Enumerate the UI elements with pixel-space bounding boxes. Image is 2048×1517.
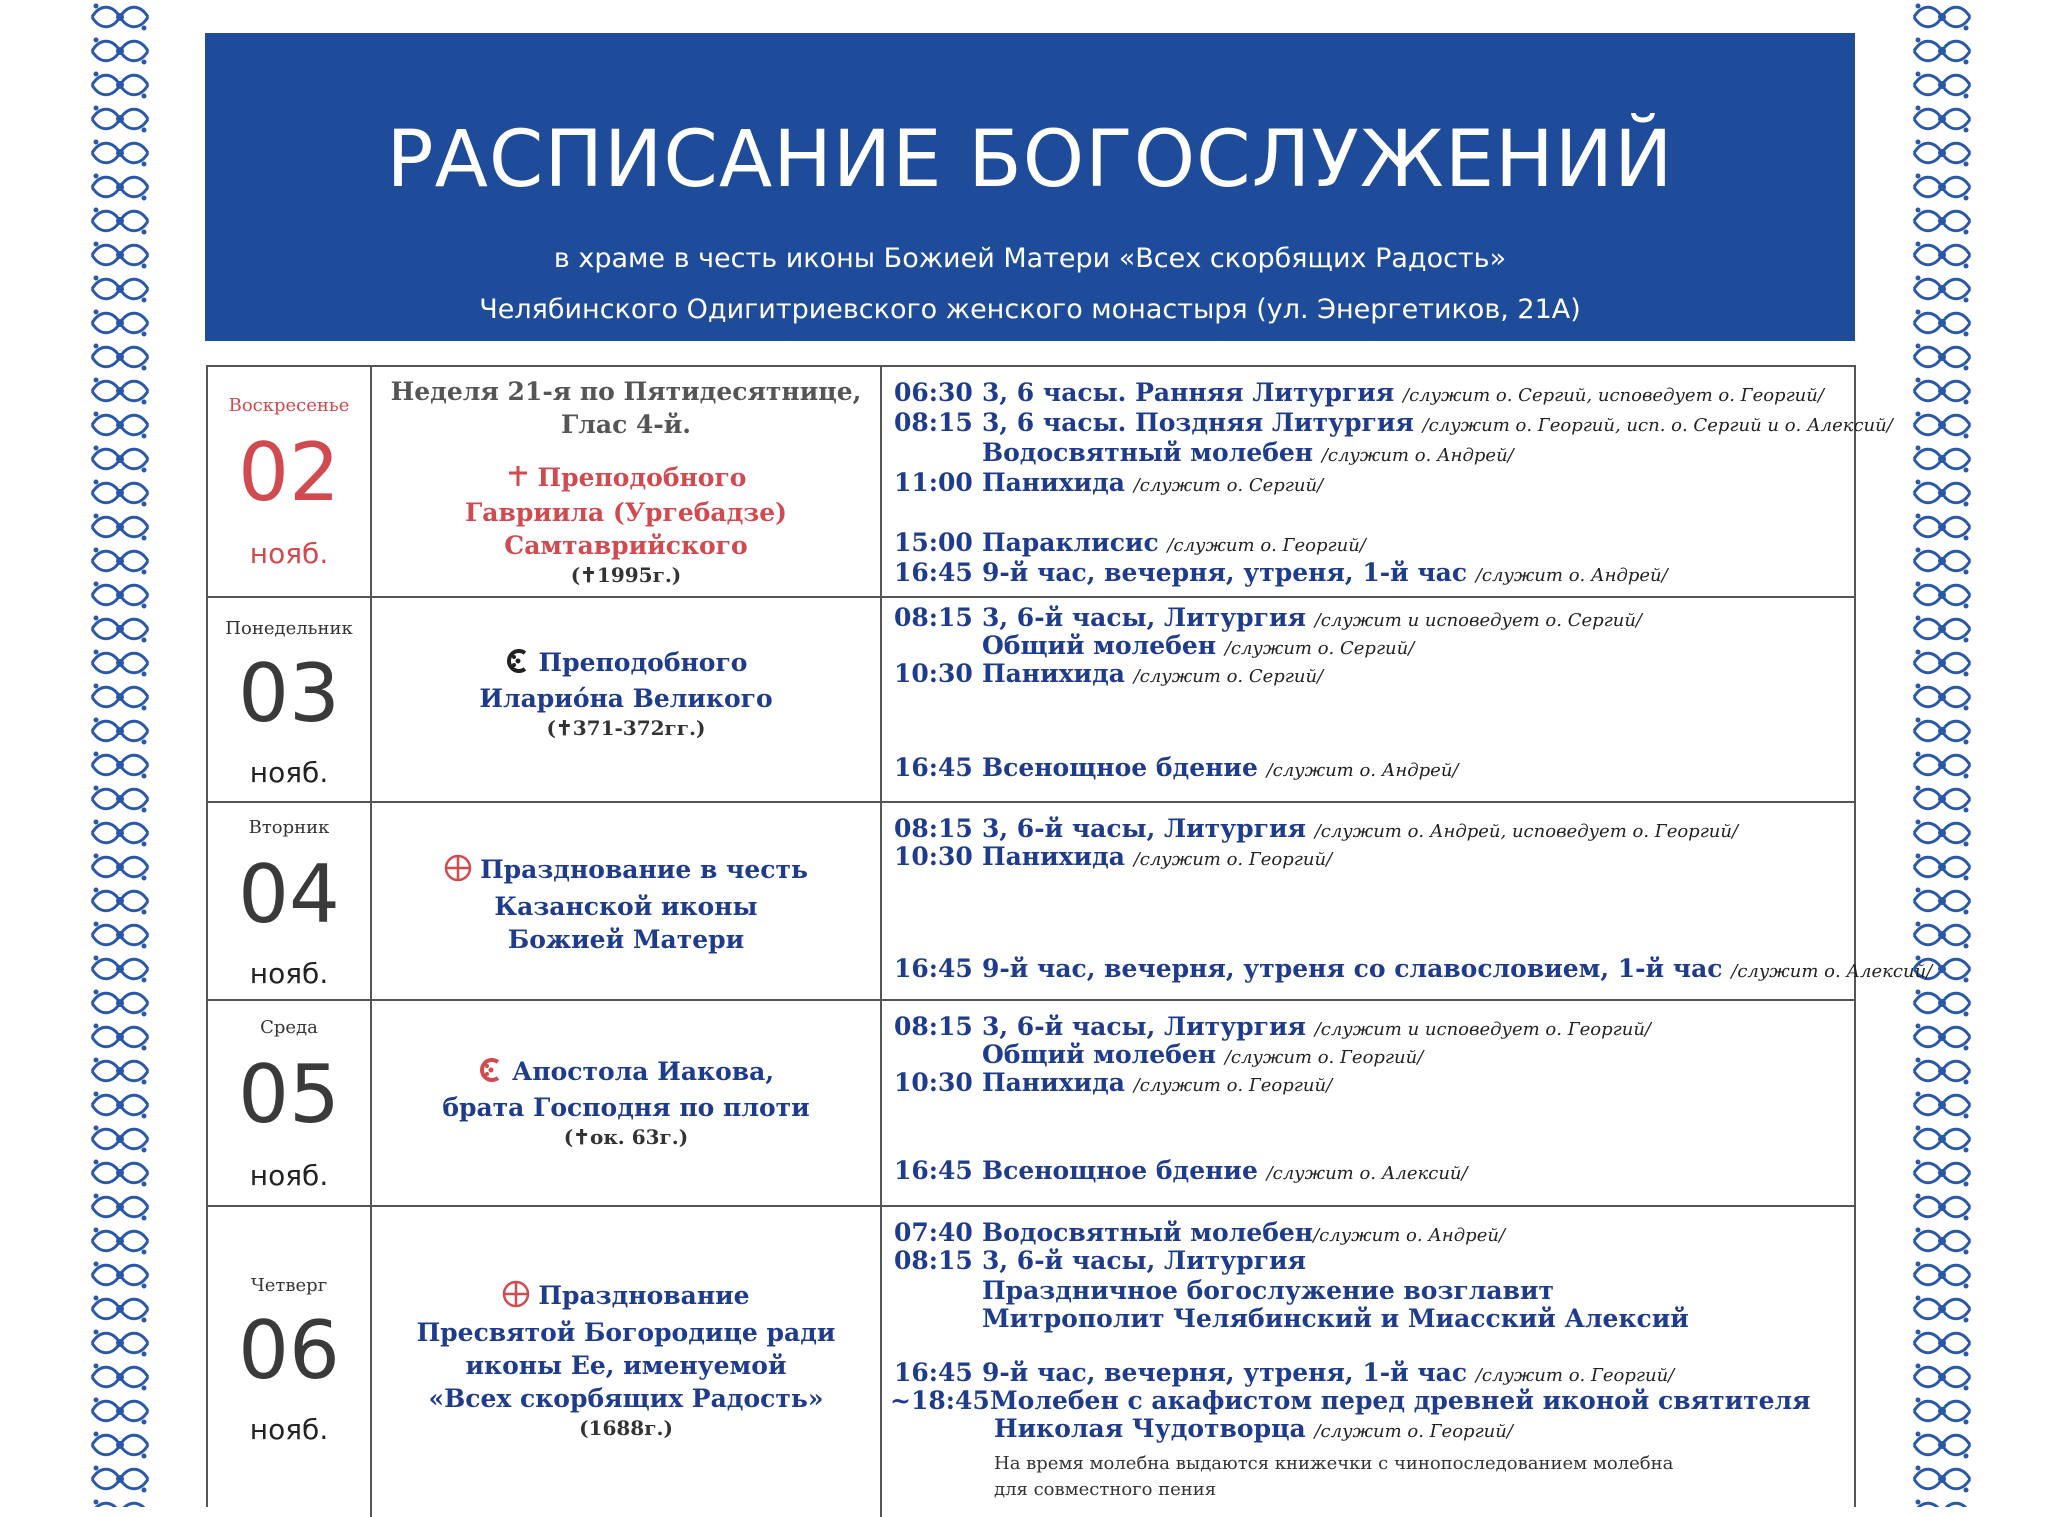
service-line: Николая Чудотворца /служит о. Георгий/: [994, 1414, 1513, 1443]
feast-year: (✝ок. 63г.): [563, 1124, 689, 1149]
feast-title-1: Апостола Иакова,: [511, 1057, 775, 1086]
header-subtitle-2: Челябинского Одигитриевского женского монастыря (ул. Энергетиков, 21А): [479, 294, 1581, 325]
service-line: 10:30 Панихида /служит о. Георгий/: [894, 842, 1333, 871]
service-line: 10:30 Панихида /служит о. Сергий/: [894, 659, 1324, 688]
schedule-table: [206, 365, 1933, 1507]
header-banner: [205, 33, 1855, 341]
service-line: 16:45 Всенощное бдение /служит о. Алексий/: [894, 1156, 1468, 1185]
date-cell: [208, 598, 372, 801]
feast-title-1: Празднование: [538, 1281, 750, 1310]
day-number: 02: [238, 426, 340, 519]
table-row: [208, 1001, 1854, 1207]
weekday: Среда: [260, 1017, 318, 1038]
feast-title-1: Преподобного: [538, 648, 748, 677]
date-cell: [208, 1207, 372, 1517]
service-line: 16:45 9-й час, вечерня, утреня, 1-й час /служит о. Георгий/: [894, 1358, 1675, 1387]
day-number: 05: [238, 1048, 340, 1141]
feast-cell: [372, 367, 882, 596]
service-note: для совместного пения: [994, 1479, 1217, 1500]
services-cell: [882, 598, 1854, 801]
service-line: Водосвятный молебен /служит о. Андрей/: [982, 438, 1514, 467]
services-cell: [882, 367, 1893, 596]
service-line: 16:45 Всенощное бдение /служит о. Андрей/: [894, 753, 1459, 782]
ornament-border-left: [86, 0, 154, 1507]
month: нояб.: [249, 537, 329, 570]
feast-title-1: Преподобного: [537, 463, 747, 492]
service-line: 08:15 3, 6 часы. Поздняя Литургия /служит о. Георгий, исп. о. Сергий и о. Алексий/: [894, 408, 1893, 437]
feast-title-1: Празднование в честь: [480, 855, 808, 884]
service-line: Общий молебен /служит о. Георгий/: [982, 1040, 1424, 1069]
weekday: Понедельник: [225, 618, 353, 639]
service-line: 10:30 Панихида /служит о. Георгий/: [894, 1068, 1333, 1097]
service-line: 07:40 Водосвятный молебен/служит о. Андрей/: [894, 1218, 1506, 1247]
cross-icon: [506, 463, 530, 496]
feast-cell: [372, 1001, 882, 1205]
table-row: [208, 803, 1933, 1001]
day-number: 04: [238, 848, 340, 941]
ornament-border-right: [1908, 0, 1976, 1507]
weekday: Воскресенье: [228, 395, 350, 416]
services-cell: [882, 1207, 1854, 1517]
month: нояб.: [249, 1413, 329, 1446]
feast-title-3: Божией Матери: [507, 924, 745, 954]
weekday: Вторник: [248, 817, 330, 838]
service-line: 11:00 Панихида /служит о. Сергий/: [894, 468, 1324, 497]
month: нояб.: [249, 957, 329, 990]
feast-title-2: Казанской иконы: [494, 891, 758, 921]
feast-title-2: Иларио́на Великого: [479, 683, 773, 713]
date-cell: [208, 803, 372, 999]
service-line: ~18:45Молебен с акафистом перед древней иконой святителя: [890, 1386, 1811, 1415]
date-cell: [208, 1001, 372, 1205]
day-number: 03: [238, 647, 340, 740]
feast-title-2: Гавриила (Ургебадзе): [465, 498, 787, 527]
feast-title-2: Пресвятой Богородице ради: [416, 1317, 836, 1347]
month: нояб.: [249, 756, 329, 789]
feast-tone: Глас 4-й.: [560, 410, 692, 439]
services-cell: [882, 803, 1933, 999]
feast-cell: [372, 598, 882, 801]
feast-year: (1688г.): [579, 1415, 673, 1440]
feast-title-2: брата Господня по плоти: [442, 1092, 810, 1122]
service-line: Праздничное богослужение возглавит: [982, 1276, 1554, 1305]
great-feast-icon: [444, 854, 472, 890]
service-line: 08:15 3, 6-й часы, Литургия /служит о. Андрей, исповедует о. Георгий/: [894, 814, 1739, 843]
feast-title-4: «Всех скорбящих Радость»: [428, 1383, 824, 1413]
services-cell: [882, 1001, 1854, 1205]
great-feast-icon: [502, 1280, 530, 1316]
polyeleos-icon: [505, 648, 531, 682]
feast-cell: [372, 1207, 882, 1517]
service-line: Общий молебен /служит о. Сергий/: [982, 631, 1415, 660]
service-note: На время молебна выдаются книжечки с чинопоследованием молебна: [994, 1453, 1674, 1474]
feast-week: Неделя 21-я по Пятидесятнице,: [390, 377, 862, 406]
feast-title-3: Самтаврийского: [504, 531, 748, 560]
service-line: 15:00 Параклисис /служит о. Георгий/: [894, 528, 1366, 557]
day-number: 06: [238, 1304, 340, 1397]
service-line: 16:45 9-й час, вечерня, утреня со славословием, 1-й час /служит о. Алексий/: [894, 954, 1933, 983]
service-line: Митрополит Челябинский и Миасский Алексий: [982, 1304, 1689, 1333]
table-row: [208, 367, 1893, 598]
date-cell: [208, 367, 372, 596]
service-line: 08:15 3, 6-й часы, Литургия: [894, 1246, 1306, 1275]
page-title: РАСПИСАНИЕ БОГОСЛУЖЕНИЙ: [386, 115, 1674, 205]
month: нояб.: [249, 1159, 329, 1192]
table-row: [208, 598, 1854, 803]
feast-cell: [372, 803, 882, 999]
service-line: 16:45 9-й час, вечерня, утреня, 1-й час /служит о. Андрей/: [894, 558, 1668, 587]
service-line: 06:30 3, 6 часы. Ранняя Литургия /служит о. Сергий, исповедует о. Георгий/: [894, 378, 1824, 407]
feast-year: (✝1995г.): [570, 563, 682, 587]
service-line: 08:15 3, 6-й часы, Литургия /служит и исповедует о. Георгий/: [894, 1012, 1651, 1041]
table-row: [208, 1207, 1854, 1517]
feast-year: (✝371-372гг.): [546, 715, 706, 740]
weekday: Четверг: [250, 1275, 328, 1296]
polyeleos-icon: [478, 1057, 504, 1091]
service-line: 08:15 3, 6-й часы, Литургия /служит и исповедует о. Сергий/: [894, 603, 1642, 632]
header-subtitle-1: в храме в честь иконы Божией Матери «Всех скорбящих Радость»: [553, 243, 1507, 274]
feast-title-3: иконы Ее, именуемой: [465, 1350, 787, 1380]
